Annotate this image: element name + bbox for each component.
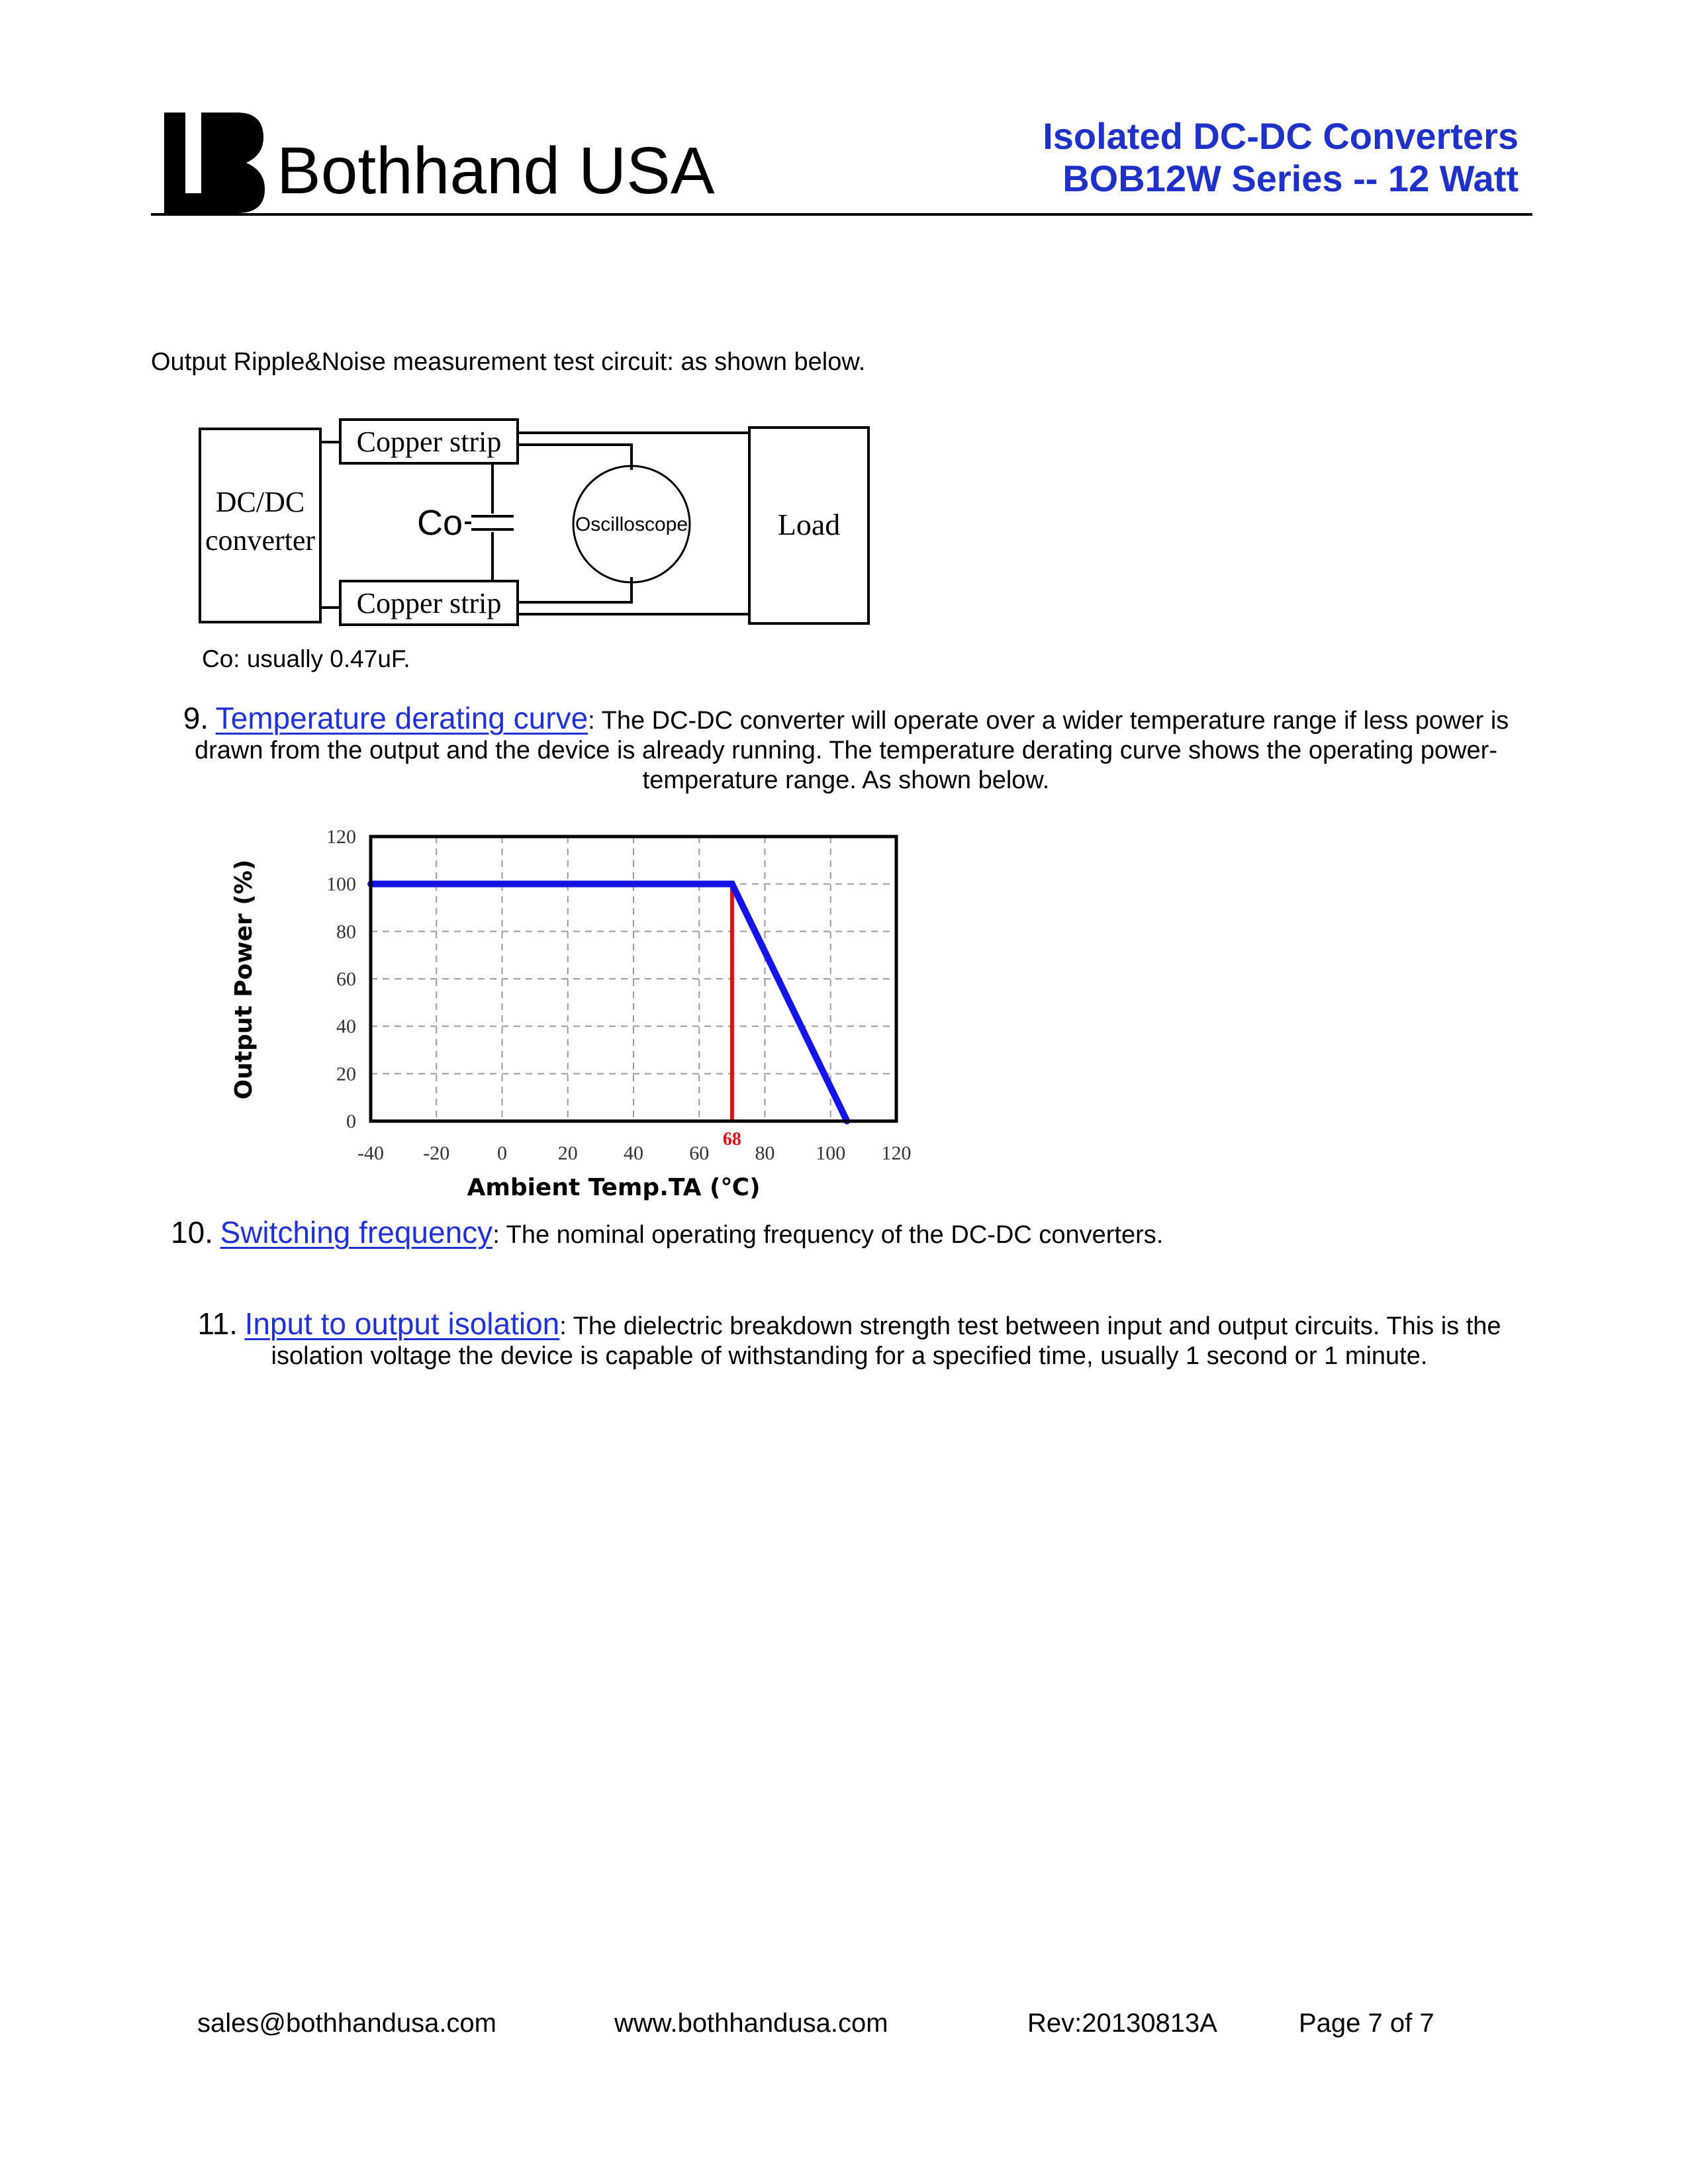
section-9-number: 9. (183, 701, 209, 735)
converter-label-line-1: DC/DC (215, 486, 305, 518)
brand-name: Bothhand USA (277, 134, 715, 208)
document-title (1043, 115, 1519, 200)
footer-page-number: Page 7 of 7 (1299, 2009, 1434, 2038)
x-tick-label: 60 (689, 1142, 710, 1164)
header-rule (151, 213, 1532, 216)
section-9-separator: : (588, 707, 595, 735)
y-tick-label: 120 (326, 826, 356, 848)
load-label: Load (777, 508, 841, 541)
x-tick-label: -20 (423, 1142, 450, 1164)
intro-text: Output Ripple&Noise measurement test circuit: as shown below. (151, 348, 866, 376)
section-11-separator: : (559, 1312, 567, 1340)
section-11-text: The dielectric breakdown strength test between input and output circuits. This is the isolation voltage the device is capable of withstanding for a specified time, usually 1 second or 1 minute. (271, 1312, 1501, 1370)
x-axis-label: Ambient Temp.TA (℃) (467, 1174, 761, 1201)
x-tick-label: 120 (881, 1142, 912, 1164)
x-tick-label: -40 (357, 1142, 384, 1164)
oscilloscope-label: Oscilloscope (575, 514, 688, 535)
x-tick-label: 20 (557, 1142, 578, 1164)
x-tick-label: 100 (816, 1142, 846, 1164)
temperature-derating-chart (218, 814, 947, 1211)
footer-email: sales@bothhandusa.com (197, 2009, 496, 2038)
derating-marker-label: 68 (722, 1129, 741, 1150)
copper-strip-bottom-label: Copper strip (356, 587, 502, 619)
y-tick-label: 0 (346, 1111, 356, 1132)
derating-curve-point (729, 881, 735, 887)
ripple-noise-test-circuit (193, 416, 888, 641)
y-tick-label: 80 (336, 921, 356, 943)
y-tick-label: 100 (326, 873, 356, 895)
footer-revision: Rev:20130813A (1027, 2009, 1217, 2038)
x-tick-label: 40 (624, 1142, 643, 1164)
y-tick-label: 60 (336, 968, 356, 990)
footer-website: www.bothhandusa.com (614, 2009, 888, 2038)
section-11 (171, 1306, 1528, 1371)
section-11-number: 11. (197, 1306, 238, 1341)
title-line-1: Isolated DC-DC Converters (1043, 115, 1519, 157)
x-tick-label: 80 (755, 1142, 775, 1164)
section-10 (171, 1215, 1164, 1250)
section-9-text: The DC-DC converter will operate over a wider temperature range if less power is drawn from the output and the device is already running. The temperature derating curve shows the operating power-temperature range. As shown below. (195, 707, 1509, 794)
y-tick-label: 40 (336, 1015, 356, 1038)
section-10-term: Switching frequency (220, 1215, 493, 1250)
y-axis-label: Output Power (%) (230, 859, 258, 1100)
section-10-number: 10. (171, 1215, 213, 1250)
section-10-text: The nominal operating frequency of the DC-DC converters. (499, 1221, 1164, 1249)
derating-curve-line (371, 884, 847, 1121)
y-tick-label: 20 (336, 1063, 356, 1085)
copper-strip-top-label: Copper strip (356, 426, 502, 458)
title-line-2: BOB12W Series -- 12 Watt (1062, 158, 1519, 199)
capacitor-label: Co (417, 503, 463, 543)
section-9 (151, 701, 1541, 796)
x-tick-label: 0 (497, 1142, 507, 1164)
section-10-separator: : (492, 1221, 500, 1249)
section-9-term: Temperature derating curve (215, 701, 588, 735)
bothhand-logo (164, 113, 265, 213)
section-11-term: Input to output isolation (244, 1306, 560, 1341)
capacitor-note: Co: usually 0.47uF. (202, 645, 410, 672)
converter-label-line-2: converter (205, 524, 316, 557)
